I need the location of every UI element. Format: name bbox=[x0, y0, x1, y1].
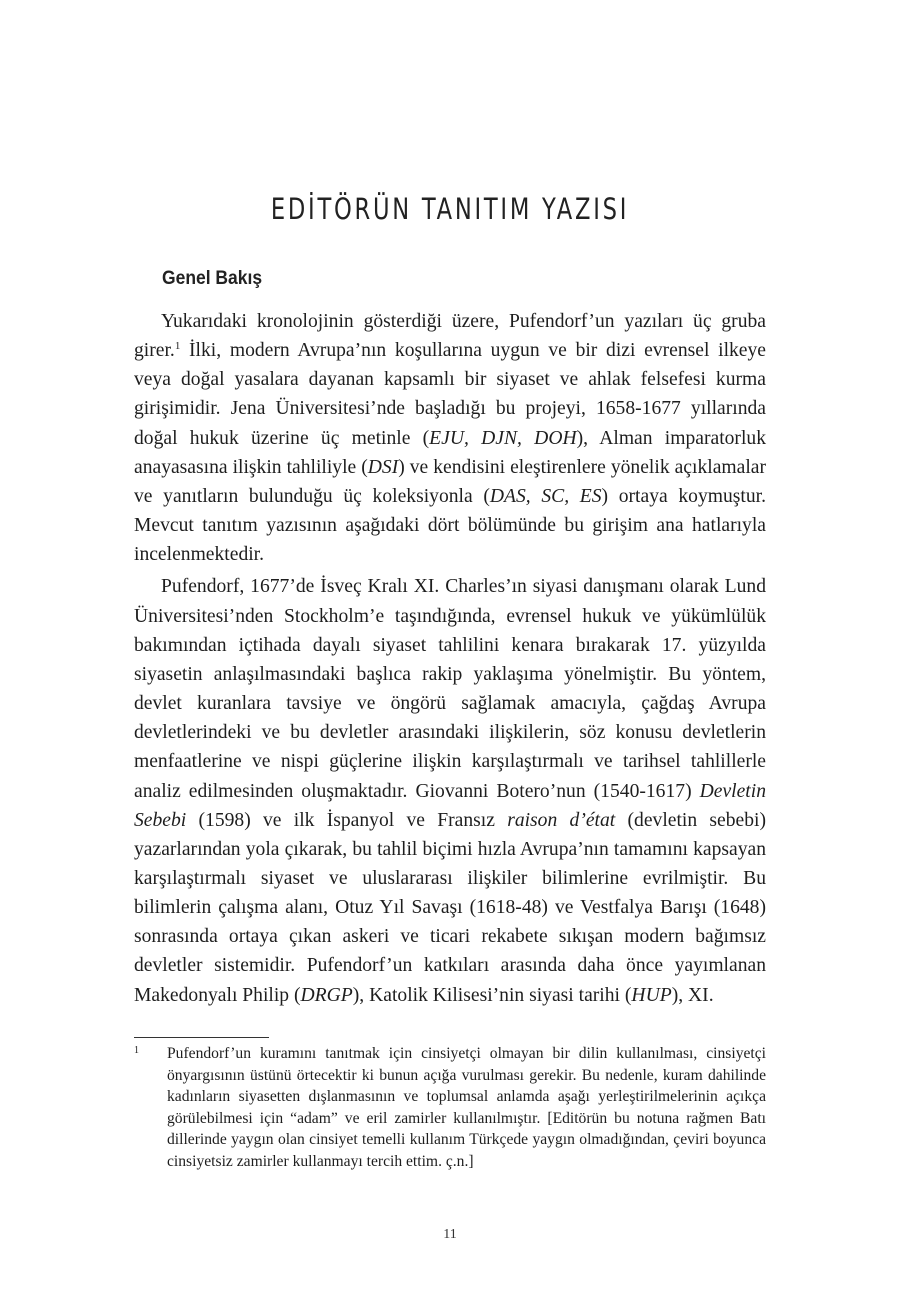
footnote-text: Pufendorf’un kuramını tanıtmak için cinsiyetçi olmayan bir dilin kullanılması, cinsiyetçi önyargısının üstünü örtecektir ki bunun açığa vurulması gerekir. Bu nedenle, kuram dahilinde kadınların siyasetten dışlanmasının ve toplumsal anlamda aşağı yerleştirilmelerinin açıkça görülebilmesi için “adam” ve eril zamirler kullanılmıştır. [Editörün bu notuna rağmen Batı dillerinde yaygın olan cinsiyet temelli kullanım Türkçede yaygın olmadığından, çeviri boyunca cinsiyetsiz zamirler kullanmayı tercih ettim. ç.n.] bbox=[167, 1045, 766, 1170]
paragraph-2 bbox=[134, 572, 766, 1009]
paragraph-2-text: ), Katolik Kilisesi’nin siyasi tarihi ( bbox=[352, 984, 632, 1006]
section-heading: Genel Bakış bbox=[162, 268, 263, 289]
body-text bbox=[134, 307, 766, 1010]
paragraph-1-text: ) ortaya koymuştur. Mevcut tanıtım yazısının aşağıdaki dört bölümünde bu girişim ana hatlarıyla incelenmektedir. bbox=[134, 485, 766, 566]
page-number: 11 bbox=[443, 1227, 457, 1242]
paragraph-1-text: ), Alman imparatorluk anayasasına ilişkin tahliliyle ( bbox=[134, 427, 766, 478]
paragraph-2-text: (1598) ve ilk İspanyol ve Fransız bbox=[186, 809, 508, 831]
paragraph-2-italic: raison d’état bbox=[507, 809, 616, 831]
paragraph-1-italic: EJU, DJN, DOH bbox=[429, 427, 577, 449]
paragraph-1-text: Yukarıdaki kronolojinin gösterdiği üzere, Pufendorf’un yazıları üç gruba girer. bbox=[134, 311, 766, 362]
paragraph-2-italic: DRGP bbox=[300, 984, 353, 1006]
footnote-divider bbox=[134, 1037, 269, 1038]
paragraph-2-text: Pufendorf, 1677’de İsveç Kralı XI. Charles’ın siyasi danışmanı olarak Lund Üniversitesi’nden Stockholm’e taşındığında, evrensel hukuk ve yükümlülük bakımından içtihada dayalı siyaset tahlilini kenara bırakarak 17. yüzyılda siyasetin anlaşılmasındaki başlıca rakip yaklaşıma yönelmiştir. Bu yöntem, devlet kuranlara tavsiye ve öngörü sağlamak amacıyla, çağdaş Avrupa devletlerindeki ve bu devletler arasındaki ilişkilerin, söz konusu devletlerin menfaatlerine ve nispi güçlerine ilişkin karşılaştırmalı ve tarihsel tahlillerle analiz edilmesinden oluşmaktadır. Giovanni Botero’nun (1540-1617) bbox=[134, 576, 766, 802]
footnote-number: 1 bbox=[134, 1045, 139, 1056]
paragraph-2-italic: Devletin Sebebi bbox=[134, 780, 766, 831]
paragraph-1-italic: DAS, SC, ES bbox=[489, 485, 602, 507]
chapter-title: EDİTÖRÜN TANITIM YAZISI bbox=[270, 192, 630, 226]
paragraph-1-text: ) ve kendisini eleştirenlere yönelik açıklamalar ve yanıtların bulunduğu üç koleksiyonla ( bbox=[134, 456, 766, 507]
paragraph-2-text: (devletin sebebi) yazarlarından yola çıkarak, bu tahlil biçimi hızla Avrupa’nın tamamını kapsayan karşılaştırmalı siyaset ve uluslararası ilişkiler bilimlerine evrilmiştir. Bu bilimlerin çalışma alanı, Otuz Yıl Savaşı (1618-48) ve Vestfalya Barışı (1648) sonrasında ortaya çıkan askeri ve ticari rekabete sıkışan modern bağımsız devletler sistemidir. Pufendorf’un katkıları arasında daha önce yayımlanan Makedonyalı Philip ( bbox=[134, 809, 767, 1006]
paragraph-1-text: İlki, modern Avrupa’nın koşullarına uygun ve bir dizi evrensel ilkeye veya doğal yasalara dayanan kapsamlı bir siyaset ve ahlak felsefesi kurma girişimidir. Jena Üniversitesi’nde başladığı bu projeyi, 1658-1677 yıllarında doğal hukuk üzerine üç metinle ( bbox=[134, 340, 766, 449]
footnote bbox=[134, 1043, 766, 1172]
paragraph-2-text: ), XI. bbox=[671, 984, 714, 1006]
footnote-reference[interactable]: 1 bbox=[174, 340, 181, 353]
paragraph-2-italic: HUP bbox=[631, 984, 672, 1006]
paragraph-1-italic: DSI bbox=[367, 456, 399, 478]
paragraph-1 bbox=[134, 307, 766, 569]
